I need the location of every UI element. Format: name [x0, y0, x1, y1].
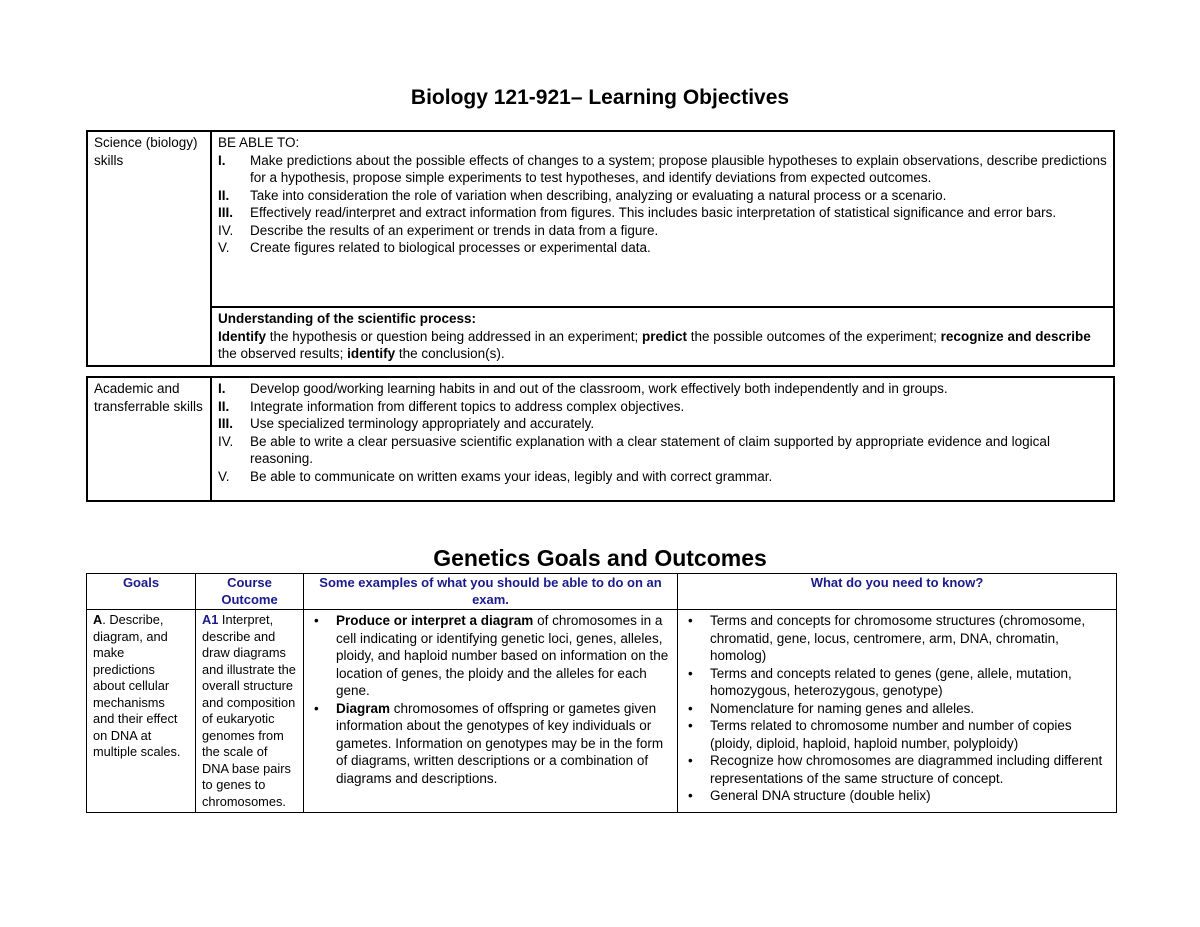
process-text: the hypothesis or question being addressed in an experiment;	[266, 328, 643, 344]
example-text: of chromosomes in a cell indicating or identifying genetic loci, genes, alleles, ploidy, and haploid number based on information on the location of genes, the ploidy and the alleles for each gene.	[336, 613, 669, 698]
scientific-process-text	[218, 328, 1107, 363]
list-item	[218, 222, 1107, 240]
item-number: IV.	[218, 222, 234, 238]
item-text: Develop good/working learning habits in and out of the classroom, work effectively both independently and in groups.	[250, 381, 948, 396]
academic-skills-table	[86, 376, 1115, 502]
process-text: the observed results;	[218, 346, 348, 361]
be-able-to-label: BE ABLE TO:	[218, 135, 300, 150]
page-title: Biology 121-921– Learning Objectives	[410, 86, 790, 109]
outcome-text: Interpret, describe and draw diagrams and illustrate the overall structure and composition of eukaryotic genomes from the scale of DNA base pairs to genes to chromosomes.	[202, 612, 296, 809]
item-text: Be able to communicate on written exams your ideas, legibly and with correct grammar.	[250, 468, 773, 484]
process-text: the possible outcomes of the experiment;	[687, 328, 941, 344]
item-number: II.	[218, 398, 230, 414]
goal-cell	[87, 610, 196, 813]
table-row	[87, 610, 1117, 813]
list-item: • Nomenclature for naming genes and alleles.	[684, 700, 1110, 718]
column-header: Goals	[87, 574, 196, 610]
list-item	[218, 398, 1107, 416]
item-text: Effectively read/interpret and extract information from figures. This includes basic interpretation of statistical significance and error bars.	[250, 205, 1057, 220]
goal-letter: A	[93, 612, 103, 627]
example-keyword: Diagram	[336, 700, 391, 716]
academic-skills-label: Academic and transferrable skills	[87, 377, 211, 501]
genetics-goals-table	[86, 573, 1117, 813]
item-number: III.	[218, 416, 234, 431]
item-text: Create figures related to biological processes or experimental data.	[250, 240, 651, 255]
example-text: chromosomes of offspring or gametes given information about the genotypes of key individuals or gametes. Information on genotypes may be in the form of diagrams, written descriptions or a combination of diagrams and descriptions.	[336, 700, 664, 786]
outcome-code: A1	[202, 612, 219, 627]
knowledge-list	[684, 612, 1110, 805]
list-item	[310, 700, 671, 788]
list-item	[218, 152, 1107, 187]
examples-cell	[304, 610, 678, 813]
list-item	[218, 468, 1107, 486]
outcome-cell	[196, 610, 304, 813]
list-item: • Terms and concepts for chromosome structures (chromosome, chromatid, gene, locus, centromere, arm, DNA, chromatin, homolog)	[684, 612, 1110, 665]
scientific-process-cell	[211, 307, 1114, 366]
item-number: V.	[218, 240, 230, 255]
science-skills-list-cell	[211, 131, 1114, 307]
example-keyword: Produce or interpret a diagram	[336, 613, 534, 628]
keyword: predict	[642, 328, 688, 344]
knowledge-cell	[678, 610, 1117, 813]
keyword: Identify	[218, 328, 267, 344]
list-item	[218, 204, 1107, 222]
item-number: V.	[218, 468, 230, 484]
item-number: I.	[218, 381, 226, 396]
science-skills-list	[218, 152, 1107, 257]
item-number: II.	[218, 187, 230, 203]
science-skills-table	[86, 130, 1115, 367]
list-item	[218, 239, 1107, 257]
item-number: III.	[218, 205, 234, 220]
column-header: What do you need to know?	[678, 574, 1117, 610]
list-item	[218, 433, 1107, 468]
list-item: • Recognize how chromosomes are diagrammed including different representations of the same structure of concept.	[684, 752, 1110, 787]
science-skills-label: Science (biology) skills	[87, 131, 211, 366]
scientific-process-heading: Understanding of the scientific process:	[218, 311, 477, 326]
column-header: Course Outcome	[196, 574, 304, 610]
item-text: Use specialized terminology appropriately and accurately.	[250, 416, 595, 431]
list-item	[218, 187, 1107, 205]
item-text: Integrate information from different topics to address complex objectives.	[250, 398, 685, 414]
item-text: Be able to write a clear persuasive scientific explanation with a clear statement of claim supported by appropriate evidence and logical reasoning.	[250, 433, 1050, 466]
list-item: • Terms and concepts related to genes (gene, allele, mutation, homozygous, heterozygous, genotype)	[684, 665, 1110, 700]
examples-list	[310, 612, 671, 787]
list-item: • Terms related to chromosome number and number of copies (ploidy, diploid, haploid, haploid number, polyploidy)	[684, 717, 1110, 752]
item-text: Describe the results of an experiment or trends in data from a figure.	[250, 222, 659, 238]
item-text: Make predictions about the possible effects of changes to a system; propose plausible hypotheses to explain observations, describe predictions for a hypothesis, propose simple experiments to test hypotheses, and identify deviations from expected outcomes.	[250, 152, 1107, 185]
list-item: • General DNA structure (double helix)	[684, 787, 1110, 805]
list-item	[218, 380, 1107, 398]
table-header-row	[87, 574, 1117, 610]
item-text: Take into consideration the role of variation when describing, analyzing or evaluating a natural process or a scenario.	[250, 187, 947, 203]
academic-skills-list-cell	[211, 377, 1114, 501]
item-number: I.	[218, 152, 226, 168]
item-number: IV.	[218, 433, 234, 449]
keyword: recognize and describe	[940, 328, 1091, 344]
list-item	[218, 415, 1107, 433]
list-item	[310, 612, 671, 700]
process-text: the conclusion(s).	[395, 346, 505, 361]
section-title: Genetics Goals and Outcomes	[433, 545, 767, 571]
column-header: Some examples of what you should be able to do on an exam.	[304, 574, 678, 610]
goal-text: . Describe, diagram, and make predictions about cellular mechanisms and their effect on DNA at multiple scales.	[93, 612, 181, 759]
keyword: identify	[347, 346, 396, 361]
academic-skills-list	[218, 380, 1107, 485]
